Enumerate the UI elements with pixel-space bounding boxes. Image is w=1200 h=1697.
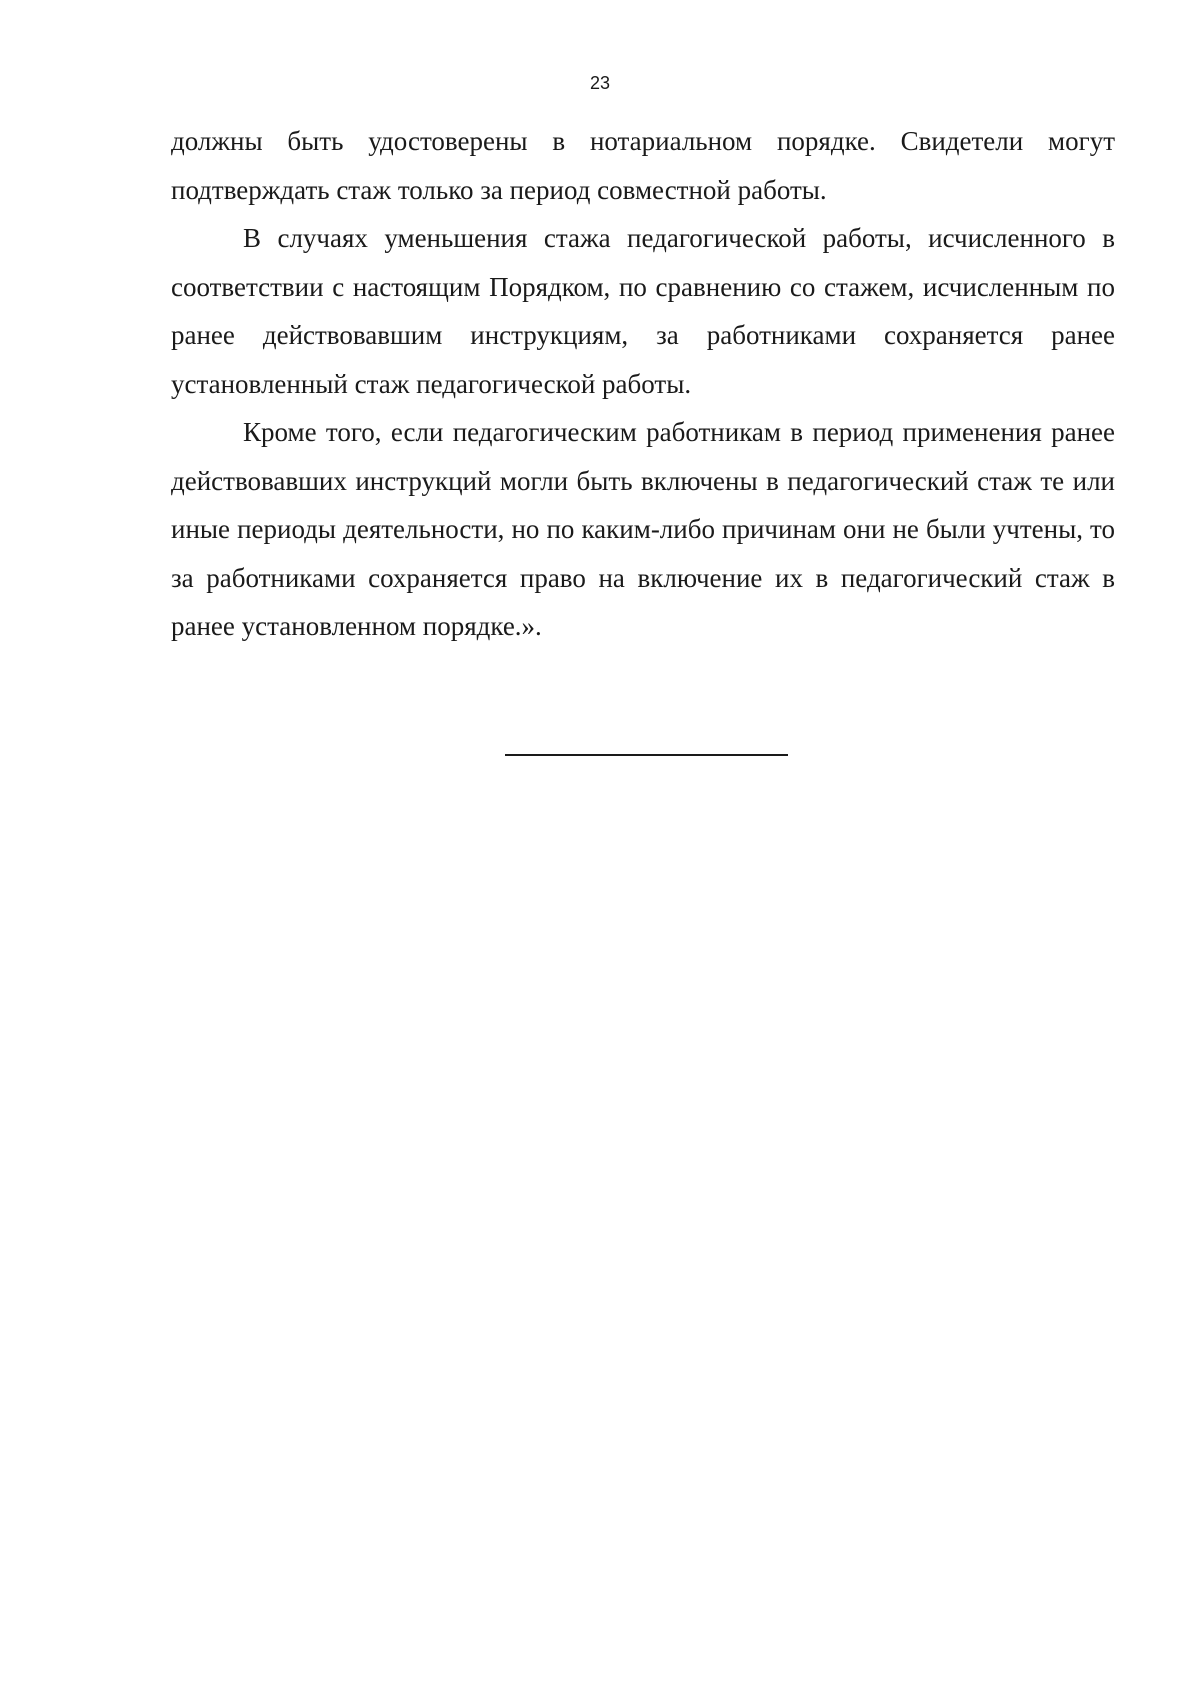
paragraph-continuation: должны быть удостоверены в нотариальном порядке. Свидетели могут подтверждать стаж только за период совместной работы. (171, 126, 1115, 205)
paragraph-retained-rights: Кроме того, если педагогическим работникам в период применения ранее действовавших инструкций могли быть включены в педагогический стаж те или иные периоды деятельности, но по каким-либо причинам они не были учтены, то за работниками сохраняется право на включение их в педагогический стаж в ранее установленном порядке.». (171, 417, 1115, 641)
end-of-text-rule (505, 754, 788, 756)
document-body (171, 117, 1115, 651)
paragraph-experience-reduction: В случаях уменьшения стажа педагогической работы, исчисленного в соответствии с настоящим Порядком, по сравнению со стажем, исчисленным по ранее действовавшим инструкциям, за работниками сохраняется ранее установленный стаж педагогической работы. (171, 223, 1115, 399)
page-number: 23 (589, 73, 611, 93)
